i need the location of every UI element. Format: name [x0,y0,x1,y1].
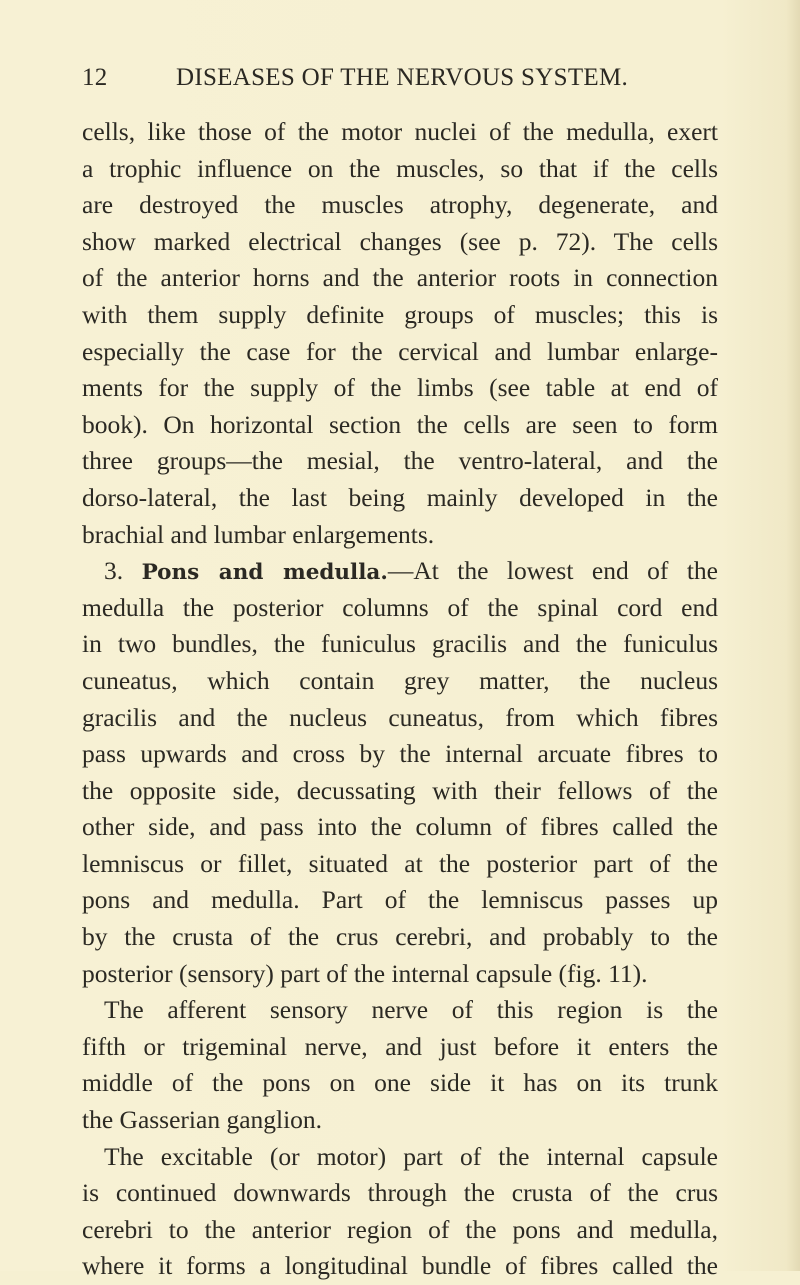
text-line: The excitable (or motor) part of the internal capsule [104,1141,718,1171]
text-line: other side, and pass into the column of fibres called the [82,812,718,842]
running-header [82,64,712,104]
text-line: three groups—the mesial, the ventro-lateral, and the [82,446,718,476]
page-edge-shadow [786,0,800,1271]
page-number: 12 [82,64,108,91]
text-line: of the anterior horns and the anterior roots in connection [82,263,718,293]
text-line: fifth or trigeminal nerve, and just before it enters the [82,1031,718,1061]
text-line: gracilis and the nucleus cuneatus, from which fibres [82,702,718,732]
text-line: cuneatus, which contain grey matter, the nucleus [82,665,718,695]
text-line: pons and medulla. Part of the lemniscus passes up [82,885,718,915]
text-line: the Gasserian ganglion. [82,1105,323,1135]
text-line: posterior (sensory) part of the internal capsule (fig. 11). [82,958,648,988]
text-line: lemniscus or fillet, situated at the posterior part of the [82,848,718,878]
text-line: The afferent sensory nerve of this region is the [104,995,718,1025]
text-line: the opposite side, decussating with their fellows of the [82,775,718,805]
text-line: dorso-lateral, the last being mainly developed in the [82,482,718,512]
running-title: DISEASES OF THE NERVOUS SYSTEM. [176,64,629,91]
text-line: pass upwards and cross by the internal arcuate fibres to [82,739,718,769]
text-line: are destroyed the muscles atrophy, degenerate, and [82,190,718,220]
section-heading: Pons and medulla. [141,560,388,586]
text-line: ments for the supply of the limbs (see table at end of [82,373,718,403]
section-heading-line [82,553,718,590]
text-line: especially the case for the cervical and lumbar enlarge- [82,336,718,366]
text-line: show marked electrical changes (see p. 72). The cells [82,226,718,256]
text-line: middle of the pons on one side it has on its trunk [82,1068,718,1098]
body-text [82,114,718,1285]
text-line: cells, like those of the motor nuclei of the medulla, exert [82,117,718,146]
text-line: in two bundles, the funiculus gracilis and the funiculus [82,629,718,659]
text-line: book). On horizontal section the cells are seen to form [82,409,718,439]
text-line: is continued downwards through the crusta of the crus [82,1178,718,1208]
text-line: brachial and lumbar enlargements. [82,519,435,549]
text-line: medulla the posterior columns of the spinal cord end [82,592,718,622]
section-number: 3. [104,556,124,586]
text-line: by the crusta of the crus cerebri, and probably to the [82,922,718,952]
text-line: where it forms a longitudinal bundle of fibres called the [82,1251,718,1281]
section-first-line: —At the lowest end of the [387,556,719,586]
text-line: with them supply definite groups of muscles; this is [82,299,718,329]
text-line: a trophic influence on the muscles, so that if the cells [82,153,718,183]
text-line: cerebri to the anterior region of the pons and medulla, [82,1214,718,1244]
